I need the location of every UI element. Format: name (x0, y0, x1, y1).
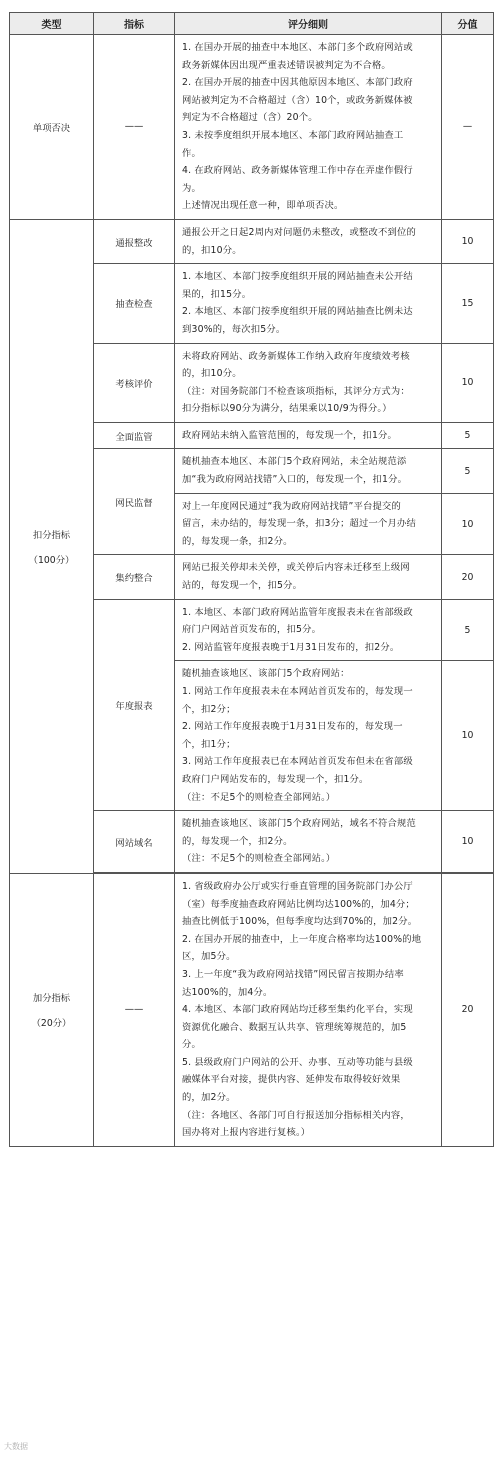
rule-line: 2. 在国办开展的抽查中因其他原因本地区、本部门政府 (182, 77, 413, 89)
score-jiyue: 20 (442, 555, 494, 599)
rule-line: 的，每发现一条，扣2分。 (182, 535, 293, 547)
bonus-detail (175, 873, 442, 1146)
indicator-choucha: 抽查检查 (94, 264, 175, 343)
rule-line: （室）每季度抽查政府网站比例均达100%的，加4分； (182, 898, 415, 910)
rule-line: 留言，未办结的，每发现一条，扣3分；超过一个月办结 (182, 518, 417, 530)
rule-line: 1. 网站工作年度报表未在本网站首页发布的，每发现一 (182, 686, 413, 697)
indicator-tongbao: 通报整改 (94, 219, 175, 263)
rule-line: 站的，每发现一个，扣5分。 (182, 580, 303, 592)
indicator-jiyue: 集约整合 (94, 555, 175, 599)
rule-line: 随机抽查该地区、该部门5个政府网站，域名不符合规范 (182, 818, 417, 830)
rule-line: 果的，扣15分。 (182, 288, 252, 300)
detail-jiyue (175, 555, 442, 599)
rule-line: 的，加2分。 (182, 1092, 236, 1104)
rule-line: 到30%的，每次扣5分。 (182, 323, 286, 335)
rule-line: 作。 (182, 147, 201, 159)
rule-line: 府门户网站首页发布的，扣5分。 (182, 624, 322, 636)
rule-line: 3. 网站工作年度报表已在本网站首页发布但未在省部级 (182, 756, 413, 768)
rule-line: （注：不足5个的则检查全部网站。） (182, 853, 336, 865)
header-score: 分值 (442, 13, 494, 35)
rule-line: 区，加5分。 (182, 951, 236, 963)
detail-wangmin-1 (175, 449, 442, 493)
detail-niandu-2 (175, 661, 442, 811)
detail-niandu-1 (175, 599, 442, 661)
rule-line: 的，扣10分。 (182, 368, 242, 380)
rule-line: （注：对国务院部门不检查该项指标，其评分方式为： (182, 385, 410, 397)
rule-line: 判定为不合格超过（含）20个。 (182, 112, 318, 124)
rule-line: 随机抽查该地区、该部门5个政府网站： (182, 668, 350, 680)
bonus-score: 20 (442, 873, 494, 1146)
detail-jianguan (175, 422, 442, 449)
deduct-type-cell (10, 219, 94, 873)
rule-line: （注：各地区、各部门可自行报送加分指标相关内容， (182, 1109, 410, 1121)
rule-line: 2. 在国办开展的抽查中，上一年度合格率均达100%的地 (182, 933, 422, 945)
detail-yuming (175, 811, 442, 873)
score-niandu-1: 5 (442, 599, 494, 661)
rule-line: 2. 本地区、本部门按季度组织开展的网站抽查比例未达 (182, 306, 413, 318)
score-choucha: 15 (442, 264, 494, 343)
score-wangmin-2: 10 (442, 493, 494, 555)
rule-line: 4. 在政府网站、政务新媒体管理工作中存在弄虚作假行 (182, 165, 413, 177)
rule-line: 国办将对上报内容进行复核。） (182, 1127, 311, 1139)
rule-line: 扣分指标以90分为满分，结果乘以10/9为得分。） (182, 403, 392, 415)
veto-detail (175, 35, 442, 220)
bonus-sub: （20分） (31, 1018, 72, 1030)
indicator-wangmin: 网民监督 (94, 449, 175, 555)
bonus-type-cell (10, 873, 94, 1146)
rule-line: 为。 (182, 182, 201, 194)
rule-line: 随机抽查本地区、本部门5个政府网站，未全站规范添 (182, 456, 407, 468)
indicator-kaohe: 考核评价 (94, 343, 175, 422)
header-row (10, 13, 494, 35)
rule-line: （注：不足5个的则检查全部网站。） (182, 791, 336, 803)
watermark: 大数据 (4, 1442, 28, 1451)
rule-line: 3. 上一年度“我为政府网站找错”网民留言按期办结率 (182, 968, 404, 980)
veto-row (10, 35, 494, 220)
rule-line: 2. 网站工作年度报表晚于1月31日发布的，每发现一 (182, 721, 403, 733)
detail-choucha (175, 264, 442, 343)
rule-line: 1. 本地区、本部门政府网站监管年度报表未在省部级政 (182, 606, 413, 618)
score-tongbao: 10 (442, 219, 494, 263)
rule-line: 个，扣2分； (182, 703, 236, 715)
rule-line: 1. 在国办开展的抽查中本地区、本部门多个政府网站或 (182, 42, 413, 53)
rule-line: 资源优化融合、数据互认共享、管理统筹规范的，加5 (182, 1021, 407, 1033)
rule-line: 政府网站未纳入监管范围的，每发现一个，扣1分。 (182, 429, 398, 441)
score-kaohe: 10 (442, 343, 494, 422)
rule-line: 的，扣10分。 (182, 244, 242, 256)
bonus-indicator: —— (94, 873, 175, 1146)
indicator-jianguan: 全面监管 (94, 422, 175, 449)
score-wangmin-1: 5 (442, 449, 494, 493)
deduct-sub: （100分） (28, 554, 75, 566)
rule-line: 网站被判定为不合格超过（含）10个，或政务新媒体被 (182, 94, 413, 106)
header-indicator: 指标 (94, 13, 175, 35)
rule-line: 4. 本地区、本部门政府网站均迁移至集约化平台，实现 (182, 1004, 413, 1016)
header-detail: 评分细则 (175, 13, 442, 35)
score-jianguan: 5 (442, 422, 494, 449)
score-yuming: 10 (442, 811, 494, 873)
rule-line: 2. 网站监管年度报表晚于1月31日发布的，扣2分。 (182, 641, 400, 653)
bonus-type: 加分指标 (32, 993, 71, 1005)
rule-line: 未将政府网站、政务新媒体工作纳入政府年度绩效考核 (182, 350, 410, 362)
rule-line: 政务新媒体因出现严重表述错误被判定为不合格。 (182, 59, 391, 71)
detail-wangmin-2 (175, 493, 442, 555)
rule-line: 抽查比例低于100%，但每季度均达到70%的，加2分。 (182, 916, 418, 928)
table-row (10, 219, 494, 263)
rule-line: 的，每发现一个，扣2分。 (182, 835, 293, 847)
score-niandu-2: 10 (442, 661, 494, 811)
indicator-yuming: 网站域名 (94, 811, 175, 873)
rule-line: 上述情况出现任意一种，即单项否决。 (182, 200, 344, 212)
detail-kaohe (175, 343, 442, 422)
indicator-niandu: 年度报表 (94, 599, 175, 811)
rule-line: 网站已报关停却未关停，或关停后内容未迁移至上级网 (182, 562, 410, 574)
rule-line: 分。 (182, 1039, 201, 1051)
rule-line: 1. 省级政府办公厅或实行垂直管理的国务院部门办公厅 (182, 880, 413, 892)
veto-type: 单项否决 (10, 35, 94, 220)
rule-line: 融媒体平台对接，提供内容、延伸发布取得较好效果 (182, 1074, 401, 1086)
header-type: 类型 (10, 13, 94, 35)
rule-line: 政府门户网站发布的，每发现一个，扣1分。 (182, 773, 369, 785)
rule-line: 达100%的，加4分。 (182, 986, 273, 998)
rule-line: 通报公开之日起2周内对问题仍未整改，或整改不到位的 (182, 226, 417, 238)
veto-indicator: —— (94, 35, 175, 220)
rule-line: 对上一年度网民通过“我为政府网站找错”平台提交的 (182, 500, 401, 512)
rule-line: 加“我为政府网站找错”入口的，每发现一个，扣1分。 (182, 474, 408, 486)
scoring-table (9, 12, 494, 1147)
rule-line: 5. 县级政府门户网站的公开、办事、互动等功能与县级 (182, 1056, 413, 1068)
detail-tongbao (175, 219, 442, 263)
rule-line: 个，扣1分； (182, 738, 236, 750)
rule-line: 1. 本地区、本部门按季度组织开展的网站抽查未公开结 (182, 271, 413, 283)
veto-score: — (442, 35, 494, 220)
deduct-type: 扣分指标 (32, 529, 71, 541)
rule-line: 3. 未按季度组织开展本地区、本部门政府网站抽查工 (182, 129, 404, 141)
bonus-row (10, 873, 494, 1146)
